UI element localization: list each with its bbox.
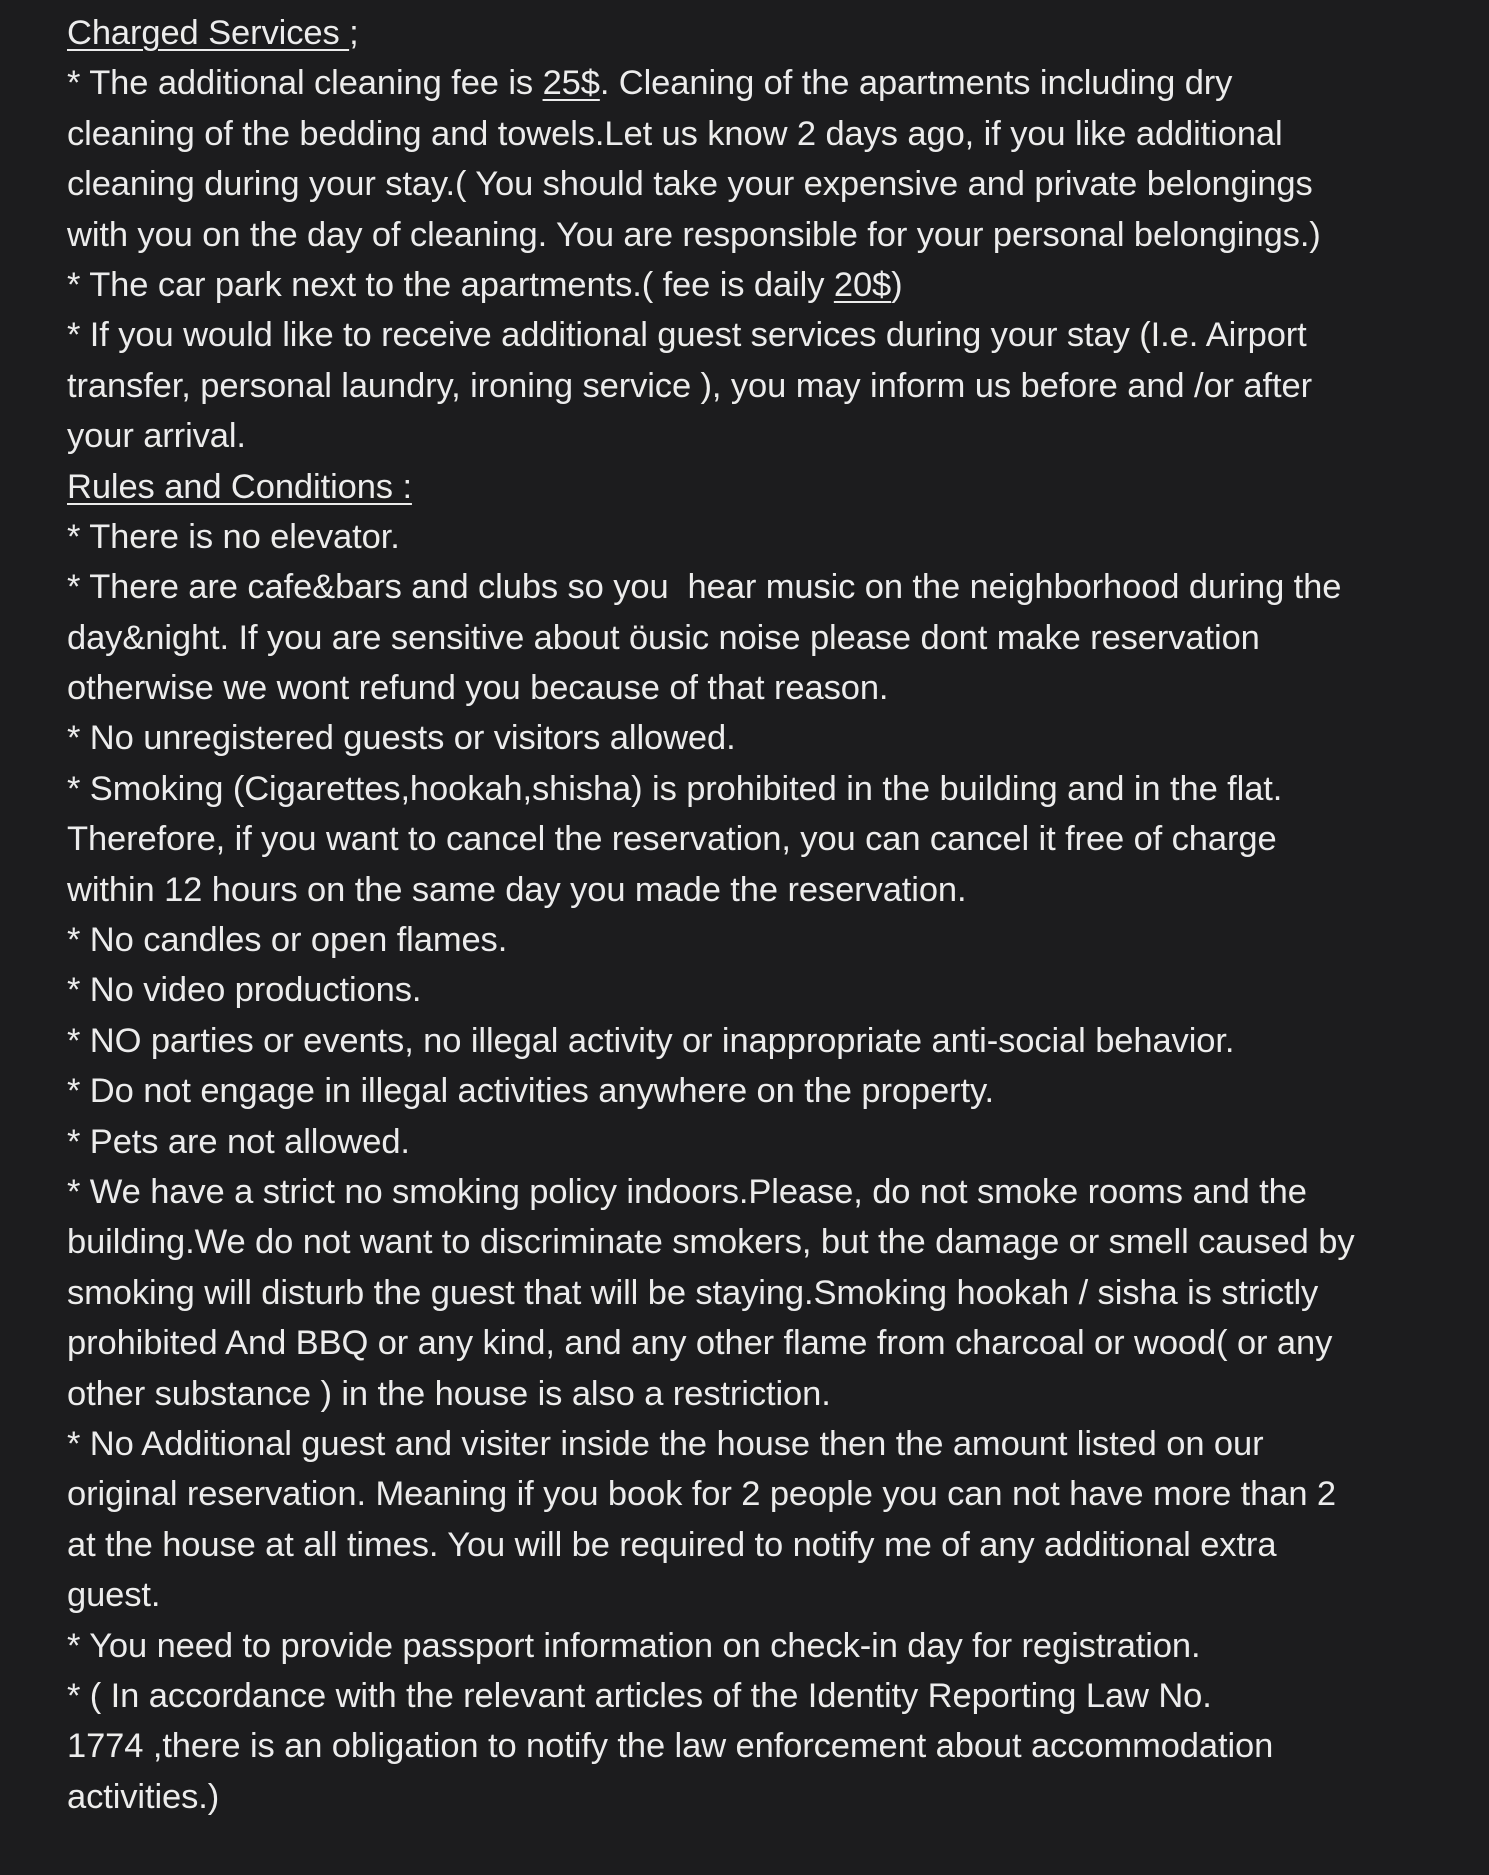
- text-line: smoking will disturb the guest that will be staying.Smoking hookah / sisha is strictly: [67, 1273, 1319, 1312]
- text-line: your arrival.: [67, 417, 246, 456]
- section-heading: [67, 462, 1467, 512]
- text-line: at the house at all times. You will be required to notify me of any additional extra: [67, 1525, 1277, 1564]
- charged-services-section: [67, 8, 1467, 462]
- cleaning-fee-amount: 25$: [542, 64, 600, 103]
- section-heading-text: Rules and Conditions :: [67, 467, 412, 506]
- text-line: building.We do not want to discriminate smokers, but the damage or smell caused by: [67, 1223, 1355, 1262]
- text-line: activities.): [67, 1777, 220, 1816]
- section-heading-suffix: ;: [349, 14, 359, 52]
- text-fragment: * The car park next to the apartments.( fee is daily: [67, 265, 834, 304]
- text-line: * Smoking (Cigarettes,hookah,shisha) is prohibited in the building and in the flat.: [67, 769, 1283, 808]
- text-fragment: * The additional cleaning fee is: [67, 64, 543, 103]
- text-line: cleaning during your stay.( You should take your expensive and private belongings: [67, 165, 1313, 204]
- text-line: cleaning of the bedding and towels.Let us know 2 days ago, if you like additional: [67, 114, 1283, 153]
- text-line: * If you would like to receive additional guest services during your stay (I.e. Airport: [67, 316, 1307, 355]
- text-line: * No unregistered guests or visitors allowed.: [67, 719, 736, 758]
- document-text: [67, 8, 1467, 1822]
- text-line: guest.: [67, 1576, 161, 1615]
- text-line: with you on the day of cleaning. You are responsible for your personal belongings.): [67, 215, 1321, 254]
- text-fragment: ): [891, 265, 903, 304]
- car-park-fee-amount: 20$: [833, 265, 892, 304]
- text-line: * There are cafe&bars and clubs so you hear music on the neighborhood during the: [67, 568, 1342, 607]
- text-line: * No Additional guest and visiter inside the house then the amount listed on our: [67, 1424, 1264, 1463]
- text-line: original reservation. Meaning if you book for 2 people you can not have more than 2: [67, 1475, 1336, 1514]
- text-line: [67, 260, 1467, 310]
- text-line: other substance ) in the house is also a restriction.: [67, 1374, 831, 1413]
- section-heading: [67, 8, 1467, 58]
- text-fragment: . Cleaning of the apartments including dry: [599, 64, 1233, 103]
- text-line: 1774 ,there is an obligation to notify the law enforcement about accommodation: [67, 1727, 1274, 1766]
- text-line: * No candles or open flames.: [67, 921, 508, 960]
- text-line: otherwise we wont refund you because of that reason.: [67, 669, 889, 708]
- text-line: * Pets are not allowed.: [67, 1122, 410, 1161]
- text-line: * Do not engage in illegal activities anywhere on the property.: [67, 1072, 995, 1111]
- text-line: * No video productions.: [67, 971, 422, 1010]
- text-line: [67, 58, 1467, 108]
- section-heading-text: Charged Services: [67, 14, 350, 52]
- text-line: * NO parties or events, no illegal activity or inappropriate anti-social behavior.: [67, 1021, 1235, 1060]
- text-line: * ( In accordance with the relevant articles of the Identity Reporting Law No.: [67, 1676, 1212, 1715]
- text-line: * You need to provide passport information on check-in day for registration.: [67, 1626, 1201, 1665]
- text-line: day&night. If you are sensitive about öusic noise please dont make reservation: [67, 618, 1260, 657]
- text-line: within 12 hours on the same day you made the reservation.: [67, 870, 967, 909]
- rules-section: [67, 462, 1467, 1823]
- text-line: * There is no elevator.: [67, 517, 400, 556]
- text-line: transfer, personal laundry, ironing service ), you may inform us before and /or after: [67, 366, 1312, 405]
- text-line: * We have a strict no smoking policy indoors.Please, do not smoke rooms and the: [67, 1172, 1307, 1211]
- text-line: prohibited And BBQ or any kind, and any other flame from charcoal or wood( or any: [67, 1324, 1333, 1363]
- text-line: Therefore, if you want to cancel the reservation, you can cancel it free of charge: [67, 820, 1277, 859]
